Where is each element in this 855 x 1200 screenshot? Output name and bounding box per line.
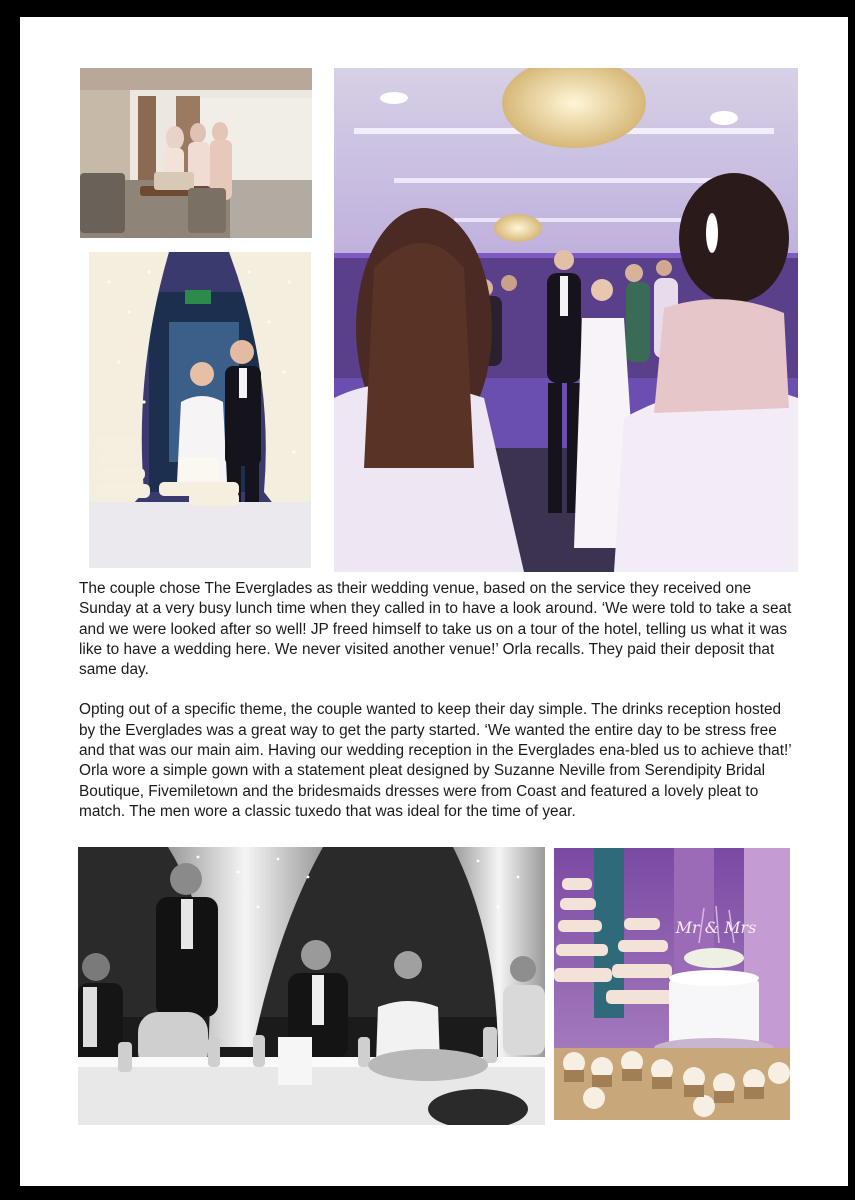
article-paragraph-1: The couple chose The Everglades as their wedding venue, based on the service they received one Sunday at a very busy lunch time when they called in to have a look around. ‘We were told to take a seat and we were looked after so well! JP freed himself to take us on a tour of the hotel, telling us what it was like to have a wedding here. We never visited another venue!’ Orla recalls. They paid their deposit that same day.	[79, 580, 792, 679]
photo-top-table-bw	[78, 847, 545, 1125]
photo-wedding-cake-cupcakes	[554, 848, 790, 1120]
cake-topper-script: Mr & Mrs	[675, 918, 757, 937]
article-text	[79, 579, 799, 842]
magazine-page	[20, 17, 848, 1186]
photo-bridesmaids-lounge	[80, 68, 312, 238]
article-paragraph-2: Opting out of a specific theme, the couple wanted to keep their day simple. The drinks reception hosted by the Everglades was a great way to get the party started. ‘We wanted the entire day to be stress free and that was our main aim. Having our wedding reception in the Everglades ena-bled us to achieve that!’ Orla wore a simple gown with a statement pleat designed by Suzanne Neville from Serendipity Bridal Boutique, Fivemiletown and the bridesmaids dresses were from Coast and featured a lovely pleat to match. The men wore a classic tuxedo that was ideal for the time of year.	[79, 701, 792, 820]
photo-first-dance-ballroom	[334, 68, 798, 572]
photo-cake-cutting	[89, 252, 311, 568]
